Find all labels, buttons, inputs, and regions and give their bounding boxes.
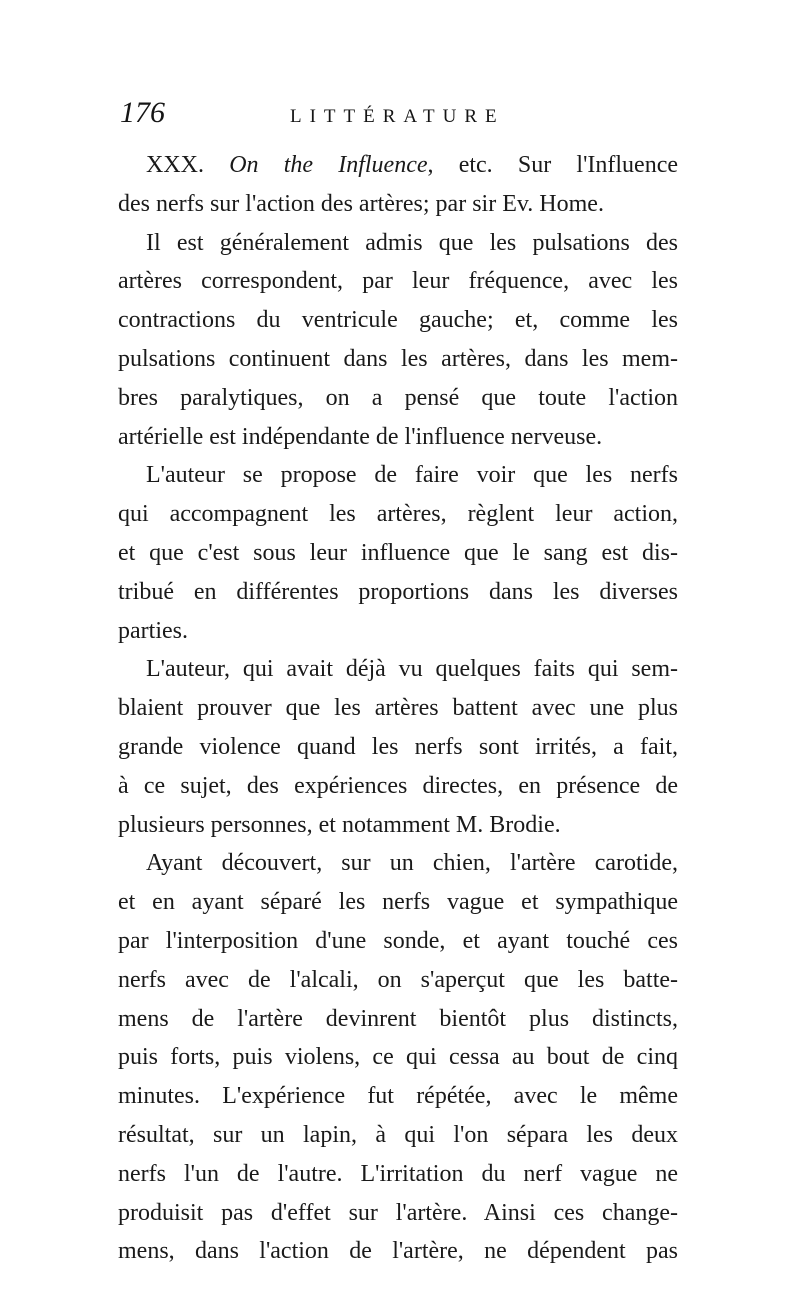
- text-line: résultat, sur un lapin, à qui l'on sépara les deux: [118, 1121, 678, 1148]
- text-line: Ayant découvert, sur un chien, l'artère carotide,: [146, 850, 678, 877]
- text-line: nerfs l'un de l'autre. L'irritation du nerf vague ne: [118, 1160, 678, 1187]
- text-line: contractions du ventricule gauche; et, comme les: [118, 307, 678, 334]
- text-line: blaient prouver que les artères battent avec une plus: [118, 695, 678, 722]
- text-line: bres paralytiques, on a pensé que toute l'action: [118, 384, 678, 411]
- text-line: qui accompagnent les artères, règlent leur action,: [118, 501, 678, 528]
- text-line: Il est généralement admis que les pulsations des: [146, 229, 678, 256]
- text-line: des nerfs sur l'action des artères; par sir Ev. Home.: [118, 190, 604, 217]
- text-line: minutes. L'expérience fut répétée, avec le même: [118, 1083, 678, 1110]
- text-line: grande violence quand les nerfs sont irrités, a fait,: [118, 733, 678, 760]
- text-line: à ce sujet, des expériences directes, en présence de: [118, 772, 678, 799]
- text-line: [118, 146, 678, 185]
- paragraph-4: [118, 650, 678, 844]
- paragraph-title: [118, 146, 678, 224]
- text-line: artérielle est indépendante de l'influence nerveuse.: [118, 423, 603, 450]
- text-line: nerfs avec de l'alcali, on s'aperçut que les batte-: [118, 966, 678, 993]
- text-line: plusieurs personnes, et notamment M. Brodie.: [118, 811, 561, 838]
- text-line: mens, dans l'action de l'artère, ne dépendent pas: [118, 1238, 678, 1265]
- text-line: et que c'est sous leur influence que le sang est dis-: [118, 539, 678, 566]
- article-number: XXX.: [146, 152, 230, 178]
- text-line: et en ayant séparé les nerfs vague et sympathique: [118, 889, 678, 916]
- english-title: On the Influence: [229, 152, 428, 178]
- text-line: produisit pas d'effet sur l'artère. Ainsi ces change-: [118, 1199, 678, 1226]
- text-line: artères correspondent, par leur fréquence, avec les: [118, 268, 678, 295]
- text-line: L'auteur, qui avait déjà vu quelques faits qui sem-: [146, 656, 678, 683]
- page-header: [120, 96, 680, 136]
- paragraph-2: [118, 224, 678, 457]
- text-line: par l'interposition d'une sonde, et ayant touché ces: [118, 927, 678, 954]
- text-line: L'auteur se propose de faire voir que les nerfs: [146, 462, 678, 489]
- french-title-start: , etc. Sur l'Influence: [427, 152, 679, 178]
- page-number: 176: [120, 96, 165, 129]
- running-head: LITTÉRATURE: [290, 106, 505, 127]
- text-line: puis forts, puis violens, ce qui cessa au bout de cinq: [118, 1044, 678, 1071]
- text-line: mens de l'artère devinrent bientôt plus distincts,: [118, 1005, 678, 1032]
- paragraph-3: [118, 456, 678, 650]
- text-line: pulsations continuent dans les artères, dans les mem-: [118, 345, 678, 372]
- article-text: [118, 146, 678, 1271]
- paragraph-5: [118, 844, 678, 1271]
- text-line: tribué en différentes proportions dans les diverses: [118, 578, 678, 605]
- text-line: parties.: [118, 617, 188, 644]
